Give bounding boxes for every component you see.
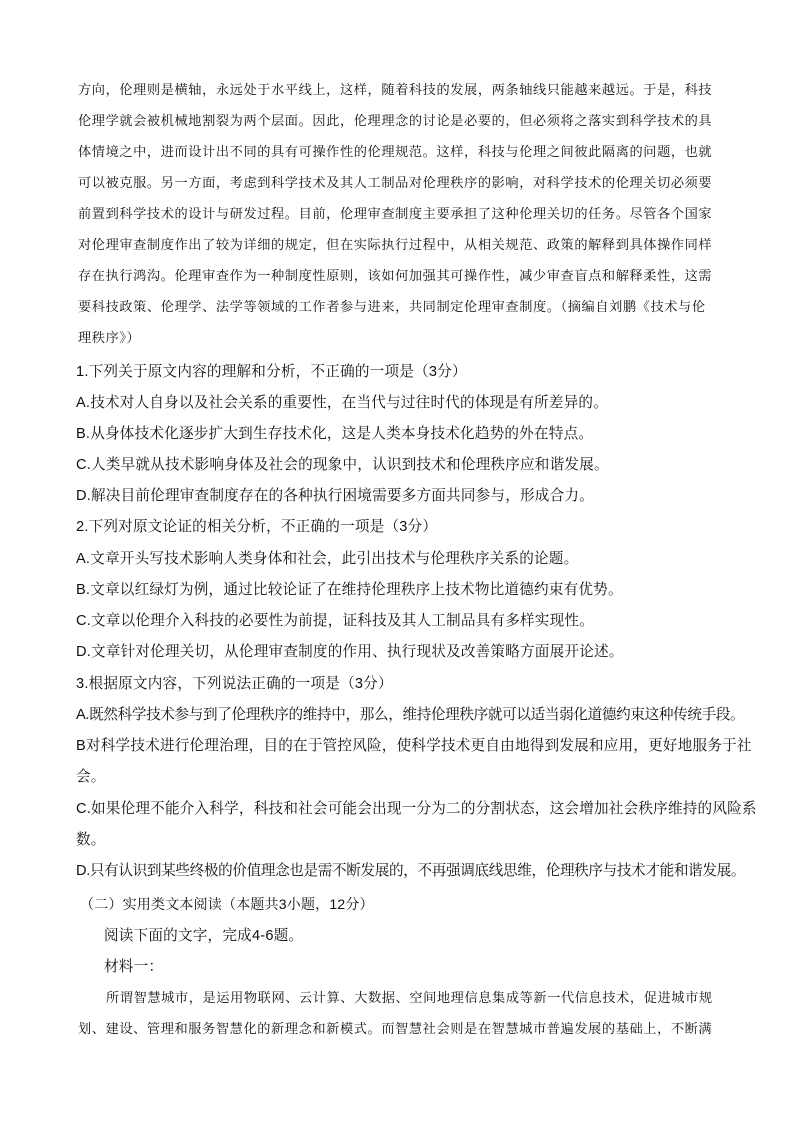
passage-line: 要科技政策、伦理学、法学等领域的工作者参与进来，共同制定伦理审查制度。（摘编自刘鹏《技术与伦 [78, 300, 706, 315]
option-d: D.只有认识到某些终极的价值理念也是需不断发展的，不再强调底线思维，伦理秩序与技术才能和谐发展。 [76, 863, 746, 879]
option-b: B对科学技术进行伦理治理，目的在于管控风险，使科学技术更自由地得到发展和应用，更好地服务于社 [76, 738, 752, 754]
section-instruction: 阅读下面的文字，完成4-6题。 [104, 928, 304, 944]
material-label: 材料一： [104, 959, 164, 975]
option-a: A.技术对人自身以及社会关系的重要性，在当代与过往时代的体现是有所差异的。 [76, 395, 608, 411]
option-d: D.解决目前伦理审查制度存在的各种执行困境需要多方面共同参与，形成合力。 [76, 488, 594, 504]
passage-line: 伦理学就会被机械地割裂为两个层面。因此，伦理理念的讨论是必要的，但必须将之落实到科学技术的具 [78, 114, 713, 129]
passage-line: 体情境之中，进而设计出不同的具有可操作性的伦理规范。这样，科技与伦理之间彼此隔离的问题，也就 [78, 145, 713, 160]
option-a: A.文章开头写技术影响人类身体和社会，此引出技术与伦理秩序关系的论题。 [76, 551, 579, 567]
option-d: D.文章针对伦理关切，从伦理审查制度的作用、执行现状及改善策略方面展开论述。 [76, 644, 624, 660]
question-stem: 3.根据原文内容，下列说法正确的一项是（3分） [76, 676, 393, 692]
option-b: B.从身体技术化逐步扩大到生存技术化，这是人类本身技术化趋势的外在特点。 [76, 426, 594, 442]
passage-line: 存在执行鸿沟。伦理审查作为一种制度性原则，该如何加强其可操作性，减少审查盲点和解释柔性，这需 [78, 269, 713, 284]
passage-line: 前置到科学技术的设计与研发过程。目前，伦理审查制度主要承担了这种伦理关切的任务。尽管各个国家 [78, 207, 713, 222]
option-c: C.人类早就从技术影响身体及社会的现象中，认识到技术和伦理秩序应和谐发展。 [76, 457, 609, 473]
question-stem: 1.下列关于原文内容的理解和分析，不正确的一项是（3分） [76, 364, 467, 380]
option-c: C.如果伦理不能介入科学，科技和社会可能会出现一分为二的分割状态，这会增加社会秩序维持的风险系 [76, 801, 757, 817]
material-text-line: 划、建设、管理和服务智慧化的新理念和新模式。而智慧社会则是在智慧城市普遍发展的基础上，不断满 [78, 1022, 713, 1037]
question-stem: 2.下列对原文论证的相关分析，不正确的一项是（3分） [76, 519, 438, 535]
passage-source: 理秩序》） [78, 331, 141, 346]
option-c: C.文章以伦理介入科技的必要性为前提，证科技及其人工制品具有多样实现性。 [76, 613, 594, 629]
passage-line: 方向，伦理则是横轴，永远处于水平线上，这样，随着科技的发展，两条轴线只能越来越远。于是，科技 [78, 83, 713, 98]
material-text-line: 所谓智慧城市，是运用物联网、云计算、大数据、空间地理信息集成等新一代信息技术，促进城市规 [106, 991, 713, 1006]
option-c-continued: 数。 [76, 832, 106, 848]
option-a: A.既然科学技术参与到了伦理秩序的维持中，那么，维持伦理秩序就可以适当弱化道德约束这种传统手段。 [76, 707, 745, 723]
passage-line: 对伦理审查制度作出了较为详细的规定，但在实际执行过程中，从相关规范、政策的解释到具体操作同样 [78, 238, 713, 253]
option-b-continued: 会。 [76, 769, 106, 785]
section-heading: （二）实用类文本阅读（本题共3小题，12分） [80, 896, 374, 912]
passage-line: 可以被克服。另一方面，考虑到科学技术及其人工制品对伦理秩序的影响，对科学技术的伦理关切必须要 [78, 176, 713, 191]
option-b: B.文章以红绿灯为例，通过比较论证了在维持伦理秩序上技术物比道德约束有优势。 [76, 582, 623, 598]
